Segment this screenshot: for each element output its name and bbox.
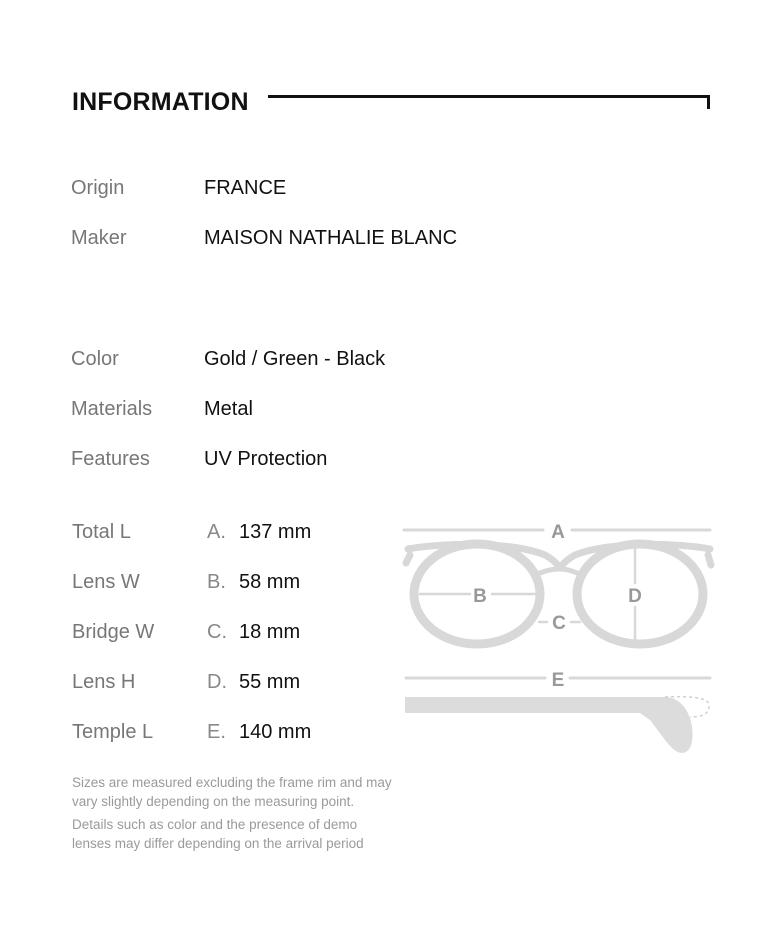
- temple-length-letter: E.: [207, 721, 226, 743]
- page-title: INFORMATION: [72, 88, 249, 116]
- lens-height-value: 55 mm: [239, 671, 301, 693]
- maker-label: Maker: [71, 227, 127, 249]
- diagram-label-c: C: [552, 613, 566, 634]
- diagram-label-b: B: [473, 586, 487, 607]
- materials-label: Materials: [71, 398, 153, 420]
- materials-value: Metal: [204, 398, 253, 420]
- arrival-note: Details such as color and the presence of demo lenses may differ depending on the arrival period: [72, 817, 364, 851]
- glasses-dimension-diagram: [400, 515, 720, 760]
- temple-length-value: 140 mm: [239, 721, 312, 743]
- lens-width-label: Lens W: [72, 571, 140, 593]
- bridge-width-value: 18 mm: [239, 621, 301, 643]
- measurement-note: Sizes are measured excluding the frame rim and may vary slightly depending on the measuring point.: [72, 775, 392, 809]
- lens-width-value: 58 mm: [239, 571, 301, 593]
- diagram-label-e: E: [551, 670, 565, 691]
- color-value: Gold / Green - Black: [204, 348, 386, 370]
- bridge-width-label: Bridge W: [72, 621, 155, 643]
- bridge-width-letter: C.: [207, 621, 227, 643]
- title-divider: [268, 95, 710, 98]
- maker-value: MAISON NATHALIE BLANC: [204, 227, 458, 249]
- temple-arm-icon: [405, 697, 693, 753]
- lens-height-label: Lens H: [72, 671, 136, 693]
- diagram-label-a: A: [551, 522, 565, 543]
- total-length-letter: A.: [207, 521, 226, 543]
- lens-height-letter: D.: [207, 671, 227, 693]
- diagram-label-d: D: [628, 586, 642, 607]
- total-length-label: Total L: [72, 521, 131, 543]
- bridge-icon: [540, 569, 577, 573]
- total-length-value: 137 mm: [239, 521, 312, 543]
- title-divider-end: [707, 95, 710, 109]
- lens-width-letter: B.: [207, 571, 226, 593]
- features-value: UV Protection: [204, 448, 328, 470]
- origin-label: Origin: [71, 177, 125, 199]
- color-label: Color: [71, 348, 119, 370]
- features-label: Features: [71, 448, 150, 470]
- temple-length-label: Temple L: [72, 721, 154, 743]
- origin-value: FRANCE: [204, 177, 287, 199]
